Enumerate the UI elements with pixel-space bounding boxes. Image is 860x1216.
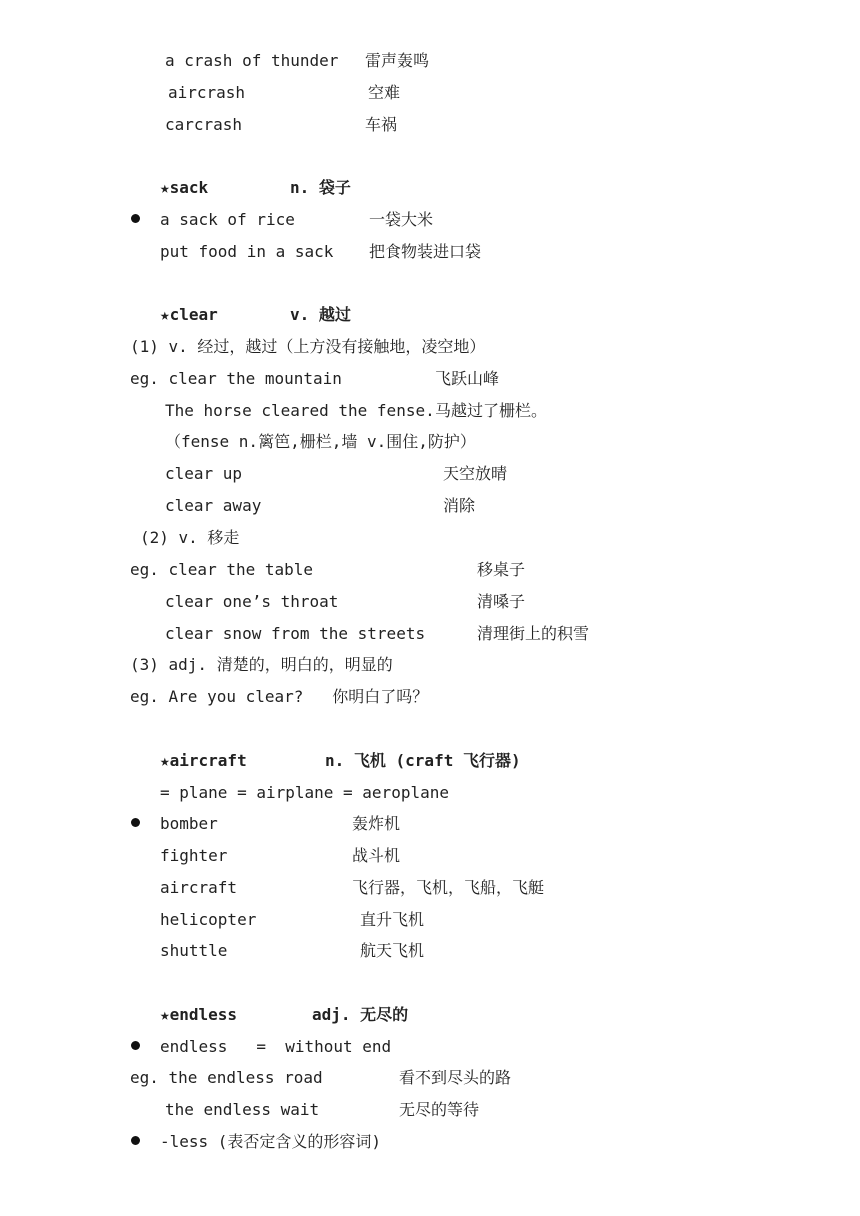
sack-phrase-2: put food in a sack [160, 242, 334, 261]
endless-equation: endless = without end [160, 1037, 392, 1056]
crash-meaning-3: 车祸 [365, 115, 398, 134]
aircraft-term-5-meaning: 航天飞机 [360, 941, 425, 960]
endless-example-2: the endless wait [165, 1100, 320, 1119]
clear-sense-1: (1) v. 经过，越过（上方没有接触地，凌空地） [130, 337, 486, 356]
clear-sense-3: (3) adj. 清楚的，明白的，明显的 [130, 655, 393, 674]
clear-sense-2: (2) v. 移走 [140, 528, 240, 547]
clear-example-2: The horse cleared the fense. [165, 401, 435, 420]
crash-phrase-1: a crash of thunder [165, 51, 339, 70]
aircraft-term-3-meaning: 飞行器，飞机，飞船，飞艇 [352, 878, 545, 897]
clear-phrase-away: clear away [165, 496, 262, 515]
clear-example-3-meaning: 移桌子 [477, 560, 526, 579]
sack-headword: ★sack [160, 178, 209, 197]
aircraft-term-1: bomber [160, 814, 218, 833]
crash-phrase-3: carcrash [165, 115, 243, 134]
endless-pos: adj. 无尽的 [312, 1005, 409, 1024]
clear-example-1-meaning: 飞跃山峰 [435, 369, 500, 388]
endless-example-1-meaning: 看不到尽头的路 [399, 1068, 512, 1087]
clear-phrase-away-meaning: 消除 [443, 496, 476, 515]
clear-example-2-meaning: 马越过了栅栏。 [435, 401, 548, 420]
clear-example-5: clear snow from the streets [165, 624, 426, 643]
aircraft-term-1-meaning: 轰炸机 [352, 814, 401, 833]
endless-example-1: eg. the endless road [130, 1068, 323, 1087]
endless-headword: ★endless [160, 1005, 238, 1024]
aircraft-pos: n. 飞机 (craft 飞行器) [325, 751, 521, 770]
aircraft-term-2-meaning: 战斗机 [352, 846, 401, 865]
aircraft-term-2: fighter [160, 846, 228, 865]
crash-meaning-2: 空难 [368, 83, 401, 102]
clear-example-4-meaning: 清嗓子 [477, 592, 526, 611]
sack-phrase-1: a sack of rice [160, 210, 295, 229]
crash-meaning-1: 雷声轰鸣 [365, 51, 430, 70]
sack-meaning-2: 把食物装进口袋 [369, 242, 482, 261]
endless-example-2-meaning: 无尽的等待 [399, 1100, 480, 1119]
aircraft-headword: ★aircraft [160, 751, 247, 770]
clear-pos: v. 越过 [290, 305, 351, 324]
sack-meaning-1: 一袋大米 [369, 210, 434, 229]
clear-fense-note: （fense n.篱笆,栅栏,墙 v.围住,防护） [165, 432, 476, 451]
clear-example-5-meaning: 清理街上的积雪 [477, 624, 590, 643]
bullet-icon [131, 818, 140, 827]
aircraft-synonyms: = plane = airplane = aeroplane [160, 783, 449, 802]
aircraft-term-3: aircraft [160, 878, 238, 897]
clear-phrase-up: clear up [165, 464, 243, 483]
bullet-icon [131, 214, 140, 223]
bullet-icon [131, 1041, 140, 1050]
aircraft-term-4: helicopter [160, 910, 257, 929]
clear-example-1: eg. clear the mountain [130, 369, 342, 388]
aircraft-term-4-meaning: 直升飞机 [360, 910, 425, 929]
clear-phrase-up-meaning: 天空放晴 [443, 464, 508, 483]
aircraft-term-5: shuttle [160, 941, 228, 960]
sack-pos: n. 袋子 [290, 178, 351, 197]
crash-phrase-2: aircrash [168, 83, 246, 102]
clear-example-4: clear one’s throat [165, 592, 339, 611]
clear-example-6: eg. Are you clear? 你明白了吗？ [130, 687, 429, 706]
clear-headword: ★clear [160, 305, 218, 324]
endless-suffix-note: -less (表否定含义的形容词) [160, 1132, 382, 1151]
bullet-icon [131, 1136, 140, 1145]
clear-example-3: eg. clear the table [130, 560, 314, 579]
